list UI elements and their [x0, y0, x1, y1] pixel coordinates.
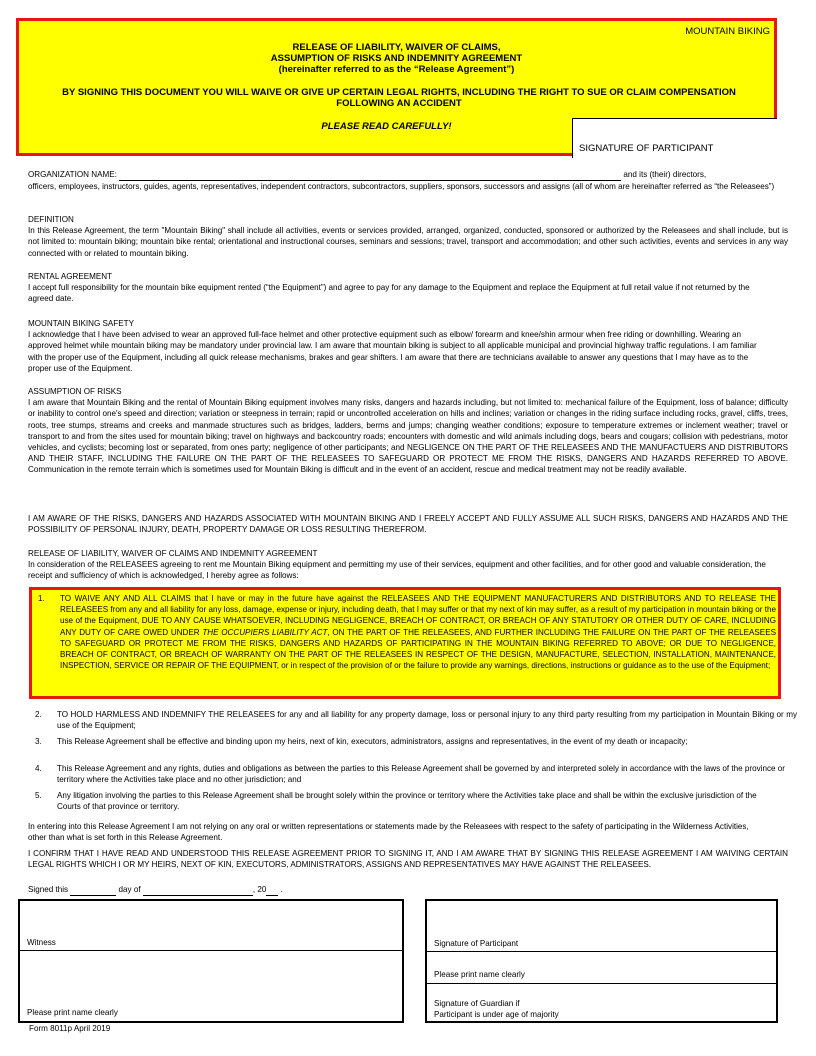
year-prefix: , 20 — [252, 885, 267, 894]
title-line-3: (hereinafter referred to as the “Release Agreement”) — [278, 64, 515, 75]
safety-heading: MOUNTAIN BIKING SAFETY — [28, 319, 134, 328]
clause-1-text-a: TO WAIVE ANY AND ALL CLAIMS that I have or may in the future have against the RELEASEES AND THE EQUIPMENT MANUFACTURERS AND DISTRIBUTORS AND TO RELEASE THE RELEASEES from any and all liability for any loss, damage, expense or injury, including death, that I may suffer or that my next of kin may suffer, as a result of my participation in mountain biking or the use of the Equipment, DUE TO ANY CAUSE WHATSOEVER, INCLUDING NEGLIGENCE, BREACH OF CONTRACT, OR BREACH OF ANY STATUTORY OR OTHER DUTY OF CARE, INCLUDING ANY DUTY OF CARE OWED UNDER — [60, 594, 776, 637]
clause-number: 1. — [38, 594, 45, 603]
definition-section — [28, 214, 788, 259]
witness-signature-line[interactable] — [20, 950, 402, 951]
guardian-label-2: Participant is under age of majority — [434, 1010, 559, 1019]
confirm-statement: I CONFIRM THAT I HAVE READ AND UNDERSTOOD THIS RELEASE AGREEMENT PRIOR TO SIGNING IT, AND I AM AWARE THAT BY SIGNING THIS RELEASE AGREEMENT I AM WAIVING CERTAIN LEGAL RIGHTS WHICH I OR MY HEIRS, NEXT OF KIN, EXECUTORS, ADMINISTRATORS, ASSIGNS AND REPRESENTATIVES MAY HAVE AGAINST THE RELEASEES. — [28, 849, 788, 870]
rental-body: I accept full responsibility for the mountain bike equipment rented (“the Equipment”) and agree to pay for any damage to the Equipment and replace the Equipment at full retail value if not returned by the agreed date. — [28, 283, 750, 304]
day-of-label: day of — [118, 885, 141, 894]
definition-heading: DEFINITION — [28, 215, 74, 224]
clause-1 — [29, 587, 781, 699]
signed-year-field[interactable] — [266, 884, 278, 896]
witness-label: Witness — [27, 938, 56, 947]
clause-number: 2. — [35, 710, 42, 719]
assumption-section — [28, 386, 788, 476]
header-signature-label: SIGNATURE OF PARTICIPANT — [579, 143, 714, 154]
date-period: . — [280, 885, 283, 894]
safety-section — [28, 318, 766, 374]
aware-statement: I AM AWARE OF THE RISKS, DANGERS AND HAZARDS ASSOCIATED WITH MOUNTAIN BIKING AND I FREELY ACCEPT AND FULLY ASSUME ALL SUCH RISKS, DANGERS AND HAZARDS AND THE POSSIBILITY OF PERSONAL INJURY, DEATH, PROPERTY DAMAGE OR LOSS RESULTING THEREFROM. — [28, 514, 788, 535]
participant-print-name-label: Please print name clearly — [434, 970, 525, 979]
clause-number: 3. — [35, 737, 42, 746]
organization-name-field[interactable] — [119, 169, 621, 181]
participant-print-name-line[interactable] — [427, 983, 776, 984]
organization-after: and its (their) directors, — [623, 170, 707, 179]
clause-number: 5. — [35, 791, 42, 800]
legal-warning: BY SIGNING THIS DOCUMENT YOU WILL WAIVE OR GIVE UP CERTAIN LEGAL RIGHTS, INCLUDING THE RIGHT TO SUE OR CLAIM COMPENSATION FOLLOWING AN ACCIDENT — [62, 87, 736, 109]
title-line-1: RELEASE OF LIABILITY, WAIVER OF CLAIMS, — [292, 42, 501, 53]
header-signature-box[interactable] — [572, 118, 777, 158]
assumption-heading: ASSUMPTION OF RISKS — [28, 387, 122, 396]
participant-signature-line[interactable] — [427, 951, 776, 952]
clause-1-act-name: THE OCCUPIERS LIABILITY ACT — [202, 627, 328, 637]
organization-block — [28, 169, 788, 192]
signed-date-line — [28, 884, 788, 896]
guardian-label-1: Signature of Guardian if — [434, 999, 520, 1008]
release-section — [28, 548, 788, 582]
definition-body: In this Release Agreement, the term "Mountain Biking" shall include all activities, events or services provided, arranged, organized, conducted, sponsored or authorized by the Releasees and shall include, but is not limited to: mountain biking; mountain bike rental; orientational and instructional courses, seminars and sessions; travel, transport and accommodation; and other such activities, events and services in any way connected with or related to mountain biking. — [28, 226, 788, 258]
participant-signature-label: Signature of Participant — [434, 939, 519, 948]
release-body: In consideration of the RELEASEES agreeing to rent me Mountain Biking equipment and permitting my use of their services, equipment and other facilities, and for other good and valuable consideration, the receipt and sufficiency of which is acknowledged, I hereby agree as follows: — [28, 560, 766, 581]
clause-text: Any litigation involving the parties to this Release Agreement shall be brought solely within the province or territory where the Activities take place and shall be within the exclusive jurisdiction of the Courts of that province or territory. — [57, 791, 757, 812]
assumption-body: I am aware that Mountain Biking and the rental of Mountain Biking equipment involves many risks, dangers and hazards including, but not limited to: mechanical failure of the Equipment, loss of balance; difficulty or inability to control one's speed and direction; variation or steepness in terrain; rapid or uncontrolled acceleration on hills and inclines; variation or changes in the riding surface including rocks, gravel, cliffs, trees, roots, tree stumps, streams and creeks and manmade structures such as bridges, ladders, berms and jumps; changing weather conditions; exposure to temperature extremes or inclement weather; travel or transport to and from the sites used for mountain biking; travel on highways and backcountry roads; encounters with domestic and wild animals including dogs, bears and cougars; collision with pedestrians, motor vehicles, and cyclists; becoming lost or separated, from ones party; negligence of other participants; and NEGLIGENCE ON THE PART OF THE RELEASEES AND THE MANUFACTUERS AND DISTRIBUTORS AND THEIR STAFF, INCLUDING THE FAILURE ON THE PART OF THE RELEASEES TO SAFEGUARD OR PROTECT ME FROM THE RISKS, DANGERS AND HAZARDS REFERRED TO ABOVE. Communication in the remote terrain which is sometimes used for Mountain Biking is difficult and in the event of an accident, rescue and medical treatment may not be readily available. — [28, 398, 788, 475]
signed-month-field[interactable] — [143, 884, 253, 896]
organization-rest: officers, employees, instructors, guides, agents, representatives, independent contractors, subcontractors, suppliers, sponsors, successors and assigns (all of whom are hereinafter referred as “the Releasees”) — [28, 182, 775, 192]
form-id: Form 8011p April 2019 — [29, 1024, 111, 1033]
witness-box — [18, 899, 404, 1023]
organization-label: ORGANIZATION NAME: — [28, 170, 117, 179]
activity-tag: MOUNTAIN BIKING — [685, 26, 770, 37]
clause-text: This Release Agreement shall be effective and binding upon my heirs, next of kin, executors, administrators, assigns and representatives, in the event of my death or incapacity; — [57, 737, 688, 746]
clause-text: TO HOLD HARMLESS AND INDEMNIFY THE RELEASEES for any and all liability for any property damage, loss or personal injury to any third party resulting from my participation in Mountain Biking or my use of the Equipment; — [57, 710, 797, 731]
signed-day-field[interactable] — [70, 884, 116, 896]
clause-number: 4. — [35, 764, 42, 773]
safety-body: I acknowledge that I have been advised to wear an approved full-face helmet and other protective equipment such as elbow/ forearm and knee/shin armour when free riding or downhilling. Wearing an approved helmet while mountain biking may be mandatory under provincial law. I am aware that mountain biking is subject to all applicable municipal and provincial highway traffic regulations. I am familiar with the proper use of the Equipment, including all quick release mechanisms, brakes and gear shifters. I am aware that there are technicians available to answer any questions that I may have as to the proper use of the Equipment. — [28, 330, 757, 373]
read-carefully: PLEASE READ CAREFULLY! — [321, 121, 452, 132]
clause-text: This Release Agreement and any rights, duties and obligations as between the parties to this Release Agreement shall be governed by and interpreted solely in accordance with the laws of the province or territory where the Activities take place and no other jurisdiction; and — [57, 764, 785, 785]
reliance-statement: In entering into this Release Agreement I am not relying on any oral or written representations or statements made by the Releasees with respect to the safety of participating in the Wilderness Activities, other than what is set forth in this Release Agreement. — [28, 822, 749, 843]
rental-heading: RENTAL AGREEMENT — [28, 272, 113, 281]
release-heading: RELEASE OF LIABILITY, WAIVER OF CLAIMS AND INDEMNITY AGREEMENT — [28, 549, 318, 558]
signed-this-label: Signed this — [28, 885, 69, 894]
participant-box — [425, 899, 778, 1023]
witness-print-name-label: Please print name clearly — [27, 1008, 118, 1017]
title-line-2: ASSUMPTION OF RISKS AND INDEMNITY AGREEMENT — [270, 53, 523, 64]
document-header — [16, 18, 777, 156]
clause-1-text-b: , ON THE PART OF THE RELEASEES, AND FURTHER INCLUDING THE FAILURE ON THE PART OF THE RELEASEES TO SAFEGUARD OR PROTECT ME FROM THE RISKS, DANGERS AND HAZARDS OF PARTICIPATING IN THE MOUNTAIN BIKING REFERRED TO ABOVE; OR DUE TO NEGLIGENCE, BREACH OF CONTRACT, OR BREACH OF WARRANTY ON THE PART OF THE RELEASEES IN RESPECT OF THE DESIGN, MANUFACTURE, SELECTION, INSTALLATION, MAINTENANCE, INSPECTION, SERVICE OR REPAIR OF THE EQUIPMENT, or in respect of the provision of or the failure to provide any warnings, directions, instructions or guidance as to the use of the Equipment; — [60, 627, 777, 671]
rental-section — [28, 271, 758, 305]
